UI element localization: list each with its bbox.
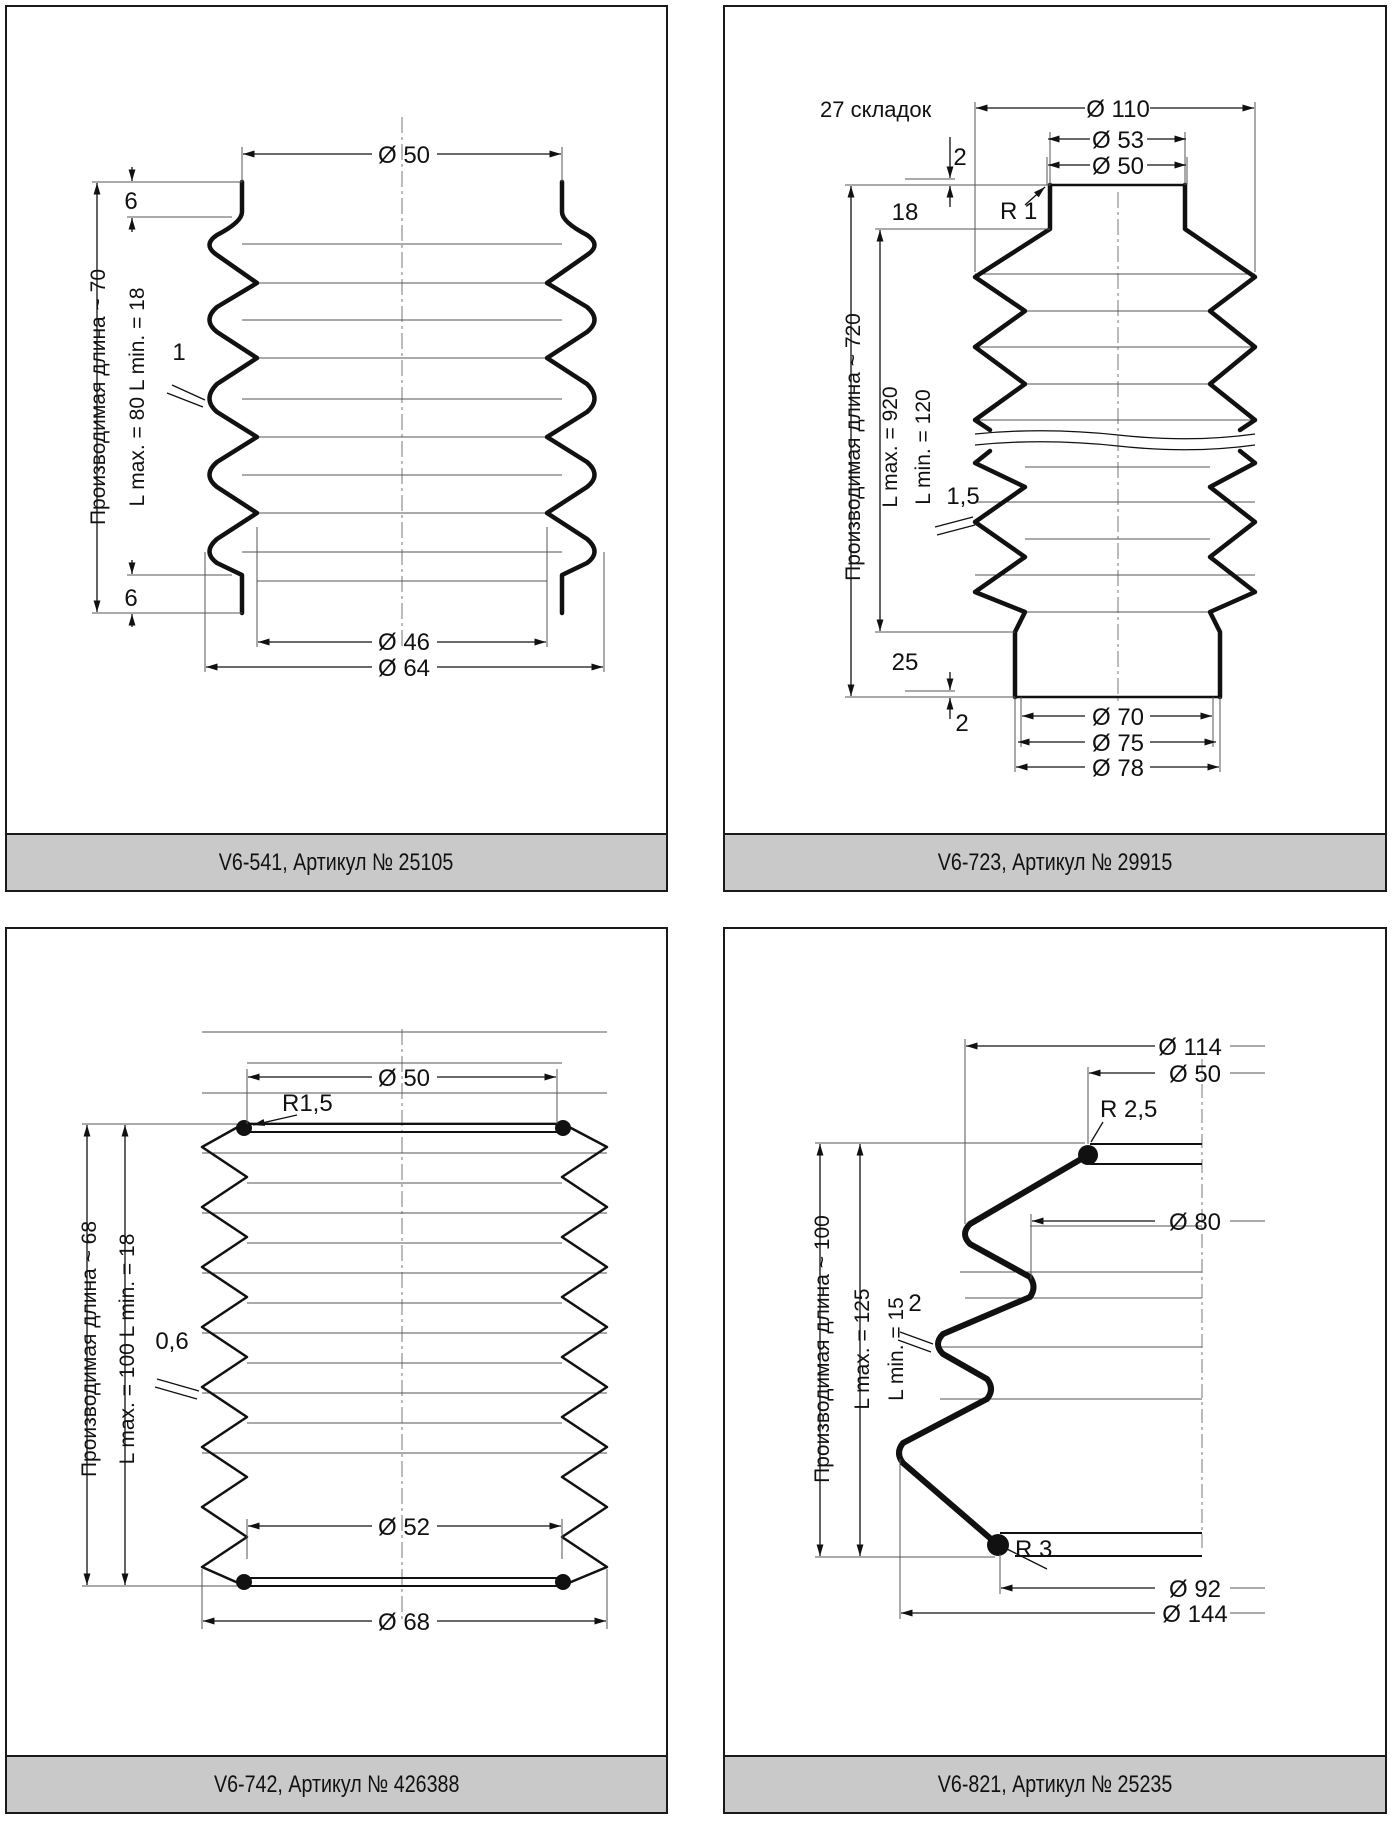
drawing-v6-723 bbox=[725, 7, 1389, 894]
caption-v6-723: V6-723, Артикул № 29915 bbox=[725, 833, 1385, 890]
bellows-left-outline bbox=[210, 182, 258, 613]
label-lmax-lmin: L max. = 100 L min. = 18 bbox=[116, 1233, 139, 1465]
label-d92: Ø 92 bbox=[1168, 1576, 1222, 1603]
label-h-bottom: 6 bbox=[124, 585, 138, 612]
caption-v6-821: V6-821, Артикул № 25235 bbox=[725, 1755, 1385, 1812]
label-lmax-lmin: L max. = 80 L min. = 18 bbox=[126, 287, 149, 507]
label-h18: 18 bbox=[891, 199, 919, 226]
panel-v6-723 bbox=[723, 5, 1387, 892]
label-h25: 25 bbox=[891, 649, 919, 676]
label-lmax: L max. = 125 bbox=[851, 1288, 874, 1410]
caption-v6-742: V6-742, Артикул № 426388 bbox=[7, 1755, 666, 1812]
label-wall: 1,5 bbox=[946, 483, 980, 510]
panel-v6-541 bbox=[5, 5, 668, 892]
panel-v6-742 bbox=[5, 927, 668, 1814]
label-length: Производимая длина ~ 720 bbox=[842, 313, 865, 581]
label-d110: Ø 110 bbox=[1086, 96, 1150, 123]
label-lmin: L min. = 120 bbox=[912, 389, 935, 505]
label-d68: Ø 68 bbox=[377, 1609, 431, 1636]
label-d144: Ø 144 bbox=[1162, 1601, 1228, 1628]
label-d114: Ø 114 bbox=[1158, 1034, 1222, 1061]
label-d80: Ø 80 bbox=[1168, 1209, 1222, 1236]
bellows-right-outline bbox=[562, 1128, 607, 1582]
label-d78: Ø 78 bbox=[1091, 755, 1145, 782]
fold-lines bbox=[202, 1032, 607, 1453]
label-d50: Ø 50 bbox=[1091, 153, 1145, 180]
drawing-v6-541 bbox=[7, 7, 670, 894]
bellows-left-outline bbox=[202, 1128, 247, 1582]
label-d53: Ø 53 bbox=[1091, 127, 1145, 154]
drawing-v6-742 bbox=[7, 929, 670, 1816]
label-r1: R 1 bbox=[1000, 198, 1038, 225]
label-d70: Ø 70 bbox=[1091, 704, 1145, 731]
bellows-left-outline bbox=[975, 185, 1050, 697]
label-wall: 2 bbox=[908, 1290, 922, 1317]
bellows-right-outline bbox=[547, 182, 595, 613]
label-d50: Ø 50 bbox=[1168, 1061, 1222, 1088]
label-d-inner-bottom: Ø 46 bbox=[377, 629, 431, 656]
caption-v6-541: V6-541, Артикул № 25105 bbox=[7, 833, 666, 890]
label-r3: R 3 bbox=[1015, 1536, 1053, 1563]
label-lmin: L min. = 15 bbox=[885, 1297, 908, 1401]
label-two-bottom: 2 bbox=[955, 710, 969, 737]
label-d50: Ø 50 bbox=[377, 1065, 431, 1092]
label-lmax: L max. = 920 bbox=[879, 386, 902, 508]
label-r25: R 2,5 bbox=[1100, 1096, 1158, 1123]
label-r15: R1,5 bbox=[282, 1090, 333, 1117]
drawing-v6-821 bbox=[725, 929, 1389, 1816]
label-length: Производимая длина ~ 68 bbox=[78, 1220, 101, 1478]
label-wall: 0,6 bbox=[155, 1328, 189, 1355]
label-d-top: Ø 50 bbox=[377, 142, 431, 169]
panel-v6-821 bbox=[723, 927, 1387, 1814]
label-d52: Ø 52 bbox=[377, 1514, 431, 1541]
label-wall: 1 bbox=[172, 339, 186, 366]
label-length: Производимая длина ~ 70 bbox=[87, 268, 110, 526]
bellows-right-outline bbox=[1185, 185, 1255, 697]
label-length: Производимая длина ~ 100 bbox=[811, 1215, 834, 1483]
label-d75: Ø 75 bbox=[1091, 730, 1145, 757]
label-two-top: 2 bbox=[953, 144, 967, 171]
label-d-outer: Ø 64 bbox=[377, 655, 431, 682]
label-folds: 27 складок bbox=[820, 97, 932, 122]
label-h-top: 6 bbox=[124, 188, 138, 215]
